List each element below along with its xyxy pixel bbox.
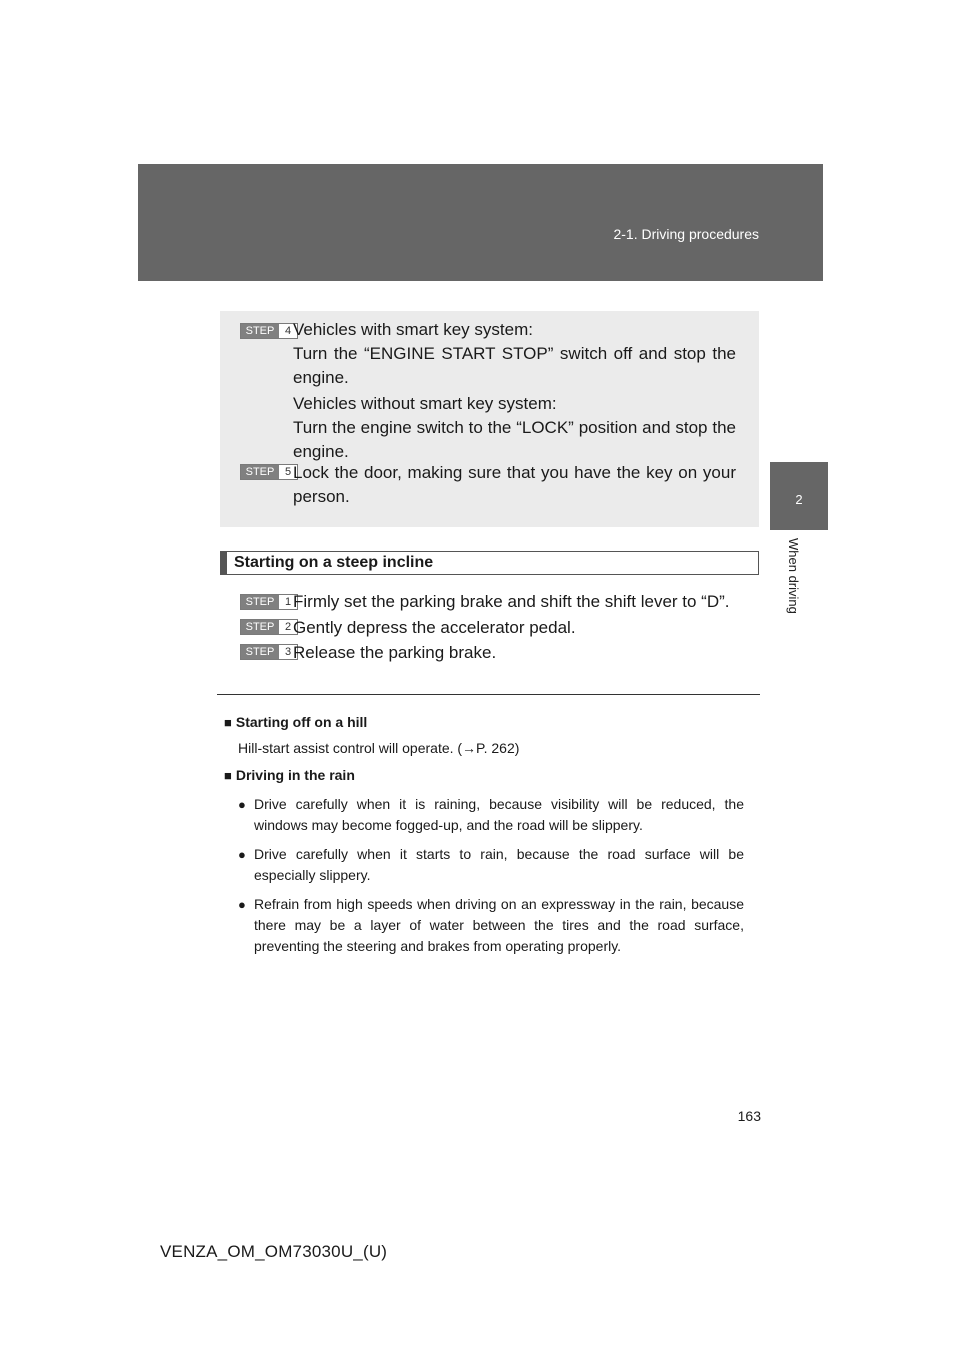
step-text: Gently depress the accelerator pedal. <box>293 618 576 637</box>
page-number: 163 <box>737 1108 761 1124</box>
list-item-text: Drive carefully when it is raining, because visibility will be reduced, the windows may become fogged-up, and the road will be slippery. <box>254 796 744 833</box>
chapter-tab <box>770 462 828 530</box>
document-id: VENZA_OM_OM73030U_(U) <box>160 1242 388 1261</box>
step-label: STEP <box>241 645 279 659</box>
step-label: STEP <box>241 465 279 479</box>
step-text <box>293 318 736 464</box>
note-title <box>224 765 744 786</box>
step-line: Vehicles with smart key system: <box>293 320 533 339</box>
step-line: Turn the engine switch to the “LOCK” position and stop the engine. <box>293 418 736 461</box>
note-title-text: Starting off on a hill <box>235 714 368 730</box>
note-body: Hill-start assist control will operate. (→P. 262) <box>238 740 520 756</box>
step-label: STEP <box>241 324 279 338</box>
list-item <box>224 894 744 957</box>
step-line: Turn the “ENGINE START STOP” switch off and stop the engine. <box>293 344 736 387</box>
step-badge <box>240 464 298 480</box>
step-badge <box>240 323 298 339</box>
step-line: Vehicles without smart key system: <box>293 394 557 413</box>
list-item-text: Drive carefully when it starts to rain, because the road surface will be especially slippery. <box>254 846 744 883</box>
dot-bullet-icon: ● <box>238 797 246 812</box>
dot-bullet-icon: ● <box>238 847 246 862</box>
step-number: 4 <box>284 325 292 337</box>
list-item <box>224 844 744 886</box>
square-bullet-icon: ■ <box>224 768 232 783</box>
dot-bullet-icon: ● <box>238 897 246 912</box>
step-badge <box>240 594 298 610</box>
step-text: Firmly set the parking brake and shift the shift lever to “D”. <box>293 592 730 611</box>
step-number: 2 <box>284 621 292 633</box>
chapter-number: 2 <box>795 492 803 507</box>
divider <box>217 694 760 695</box>
step-badge <box>240 644 298 660</box>
step-text <box>293 461 736 509</box>
step-line: Lock the door, making sure that you have the key on your person. <box>293 463 736 506</box>
square-bullet-icon: ■ <box>224 715 232 730</box>
list-item-text: Refrain from high speeds when driving on an expressway in the rain, because there may be a layer of water between the tires and the road surface, preventing the steering and brakes from operating properly. <box>254 896 744 954</box>
step-badge <box>240 619 298 635</box>
note-title-text: Driving in the rain <box>235 767 355 783</box>
step-number: 1 <box>284 596 292 608</box>
step-label: STEP <box>241 620 279 634</box>
note-title <box>224 712 744 733</box>
steps-box <box>220 311 759 527</box>
header-band <box>138 164 823 281</box>
notes <box>224 712 744 957</box>
heading-bar <box>221 552 227 574</box>
section-heading <box>220 551 759 575</box>
section-title: 2-1. Driving procedures <box>613 226 759 242</box>
step-number: 5 <box>284 466 292 478</box>
chapter-label: When driving <box>786 538 801 614</box>
section-heading-text: Starting on a steep incline <box>234 554 434 571</box>
step-number: 3 <box>284 646 292 658</box>
step-label: STEP <box>241 595 279 609</box>
list-item <box>224 794 744 836</box>
step-text: Release the parking brake. <box>293 643 497 662</box>
